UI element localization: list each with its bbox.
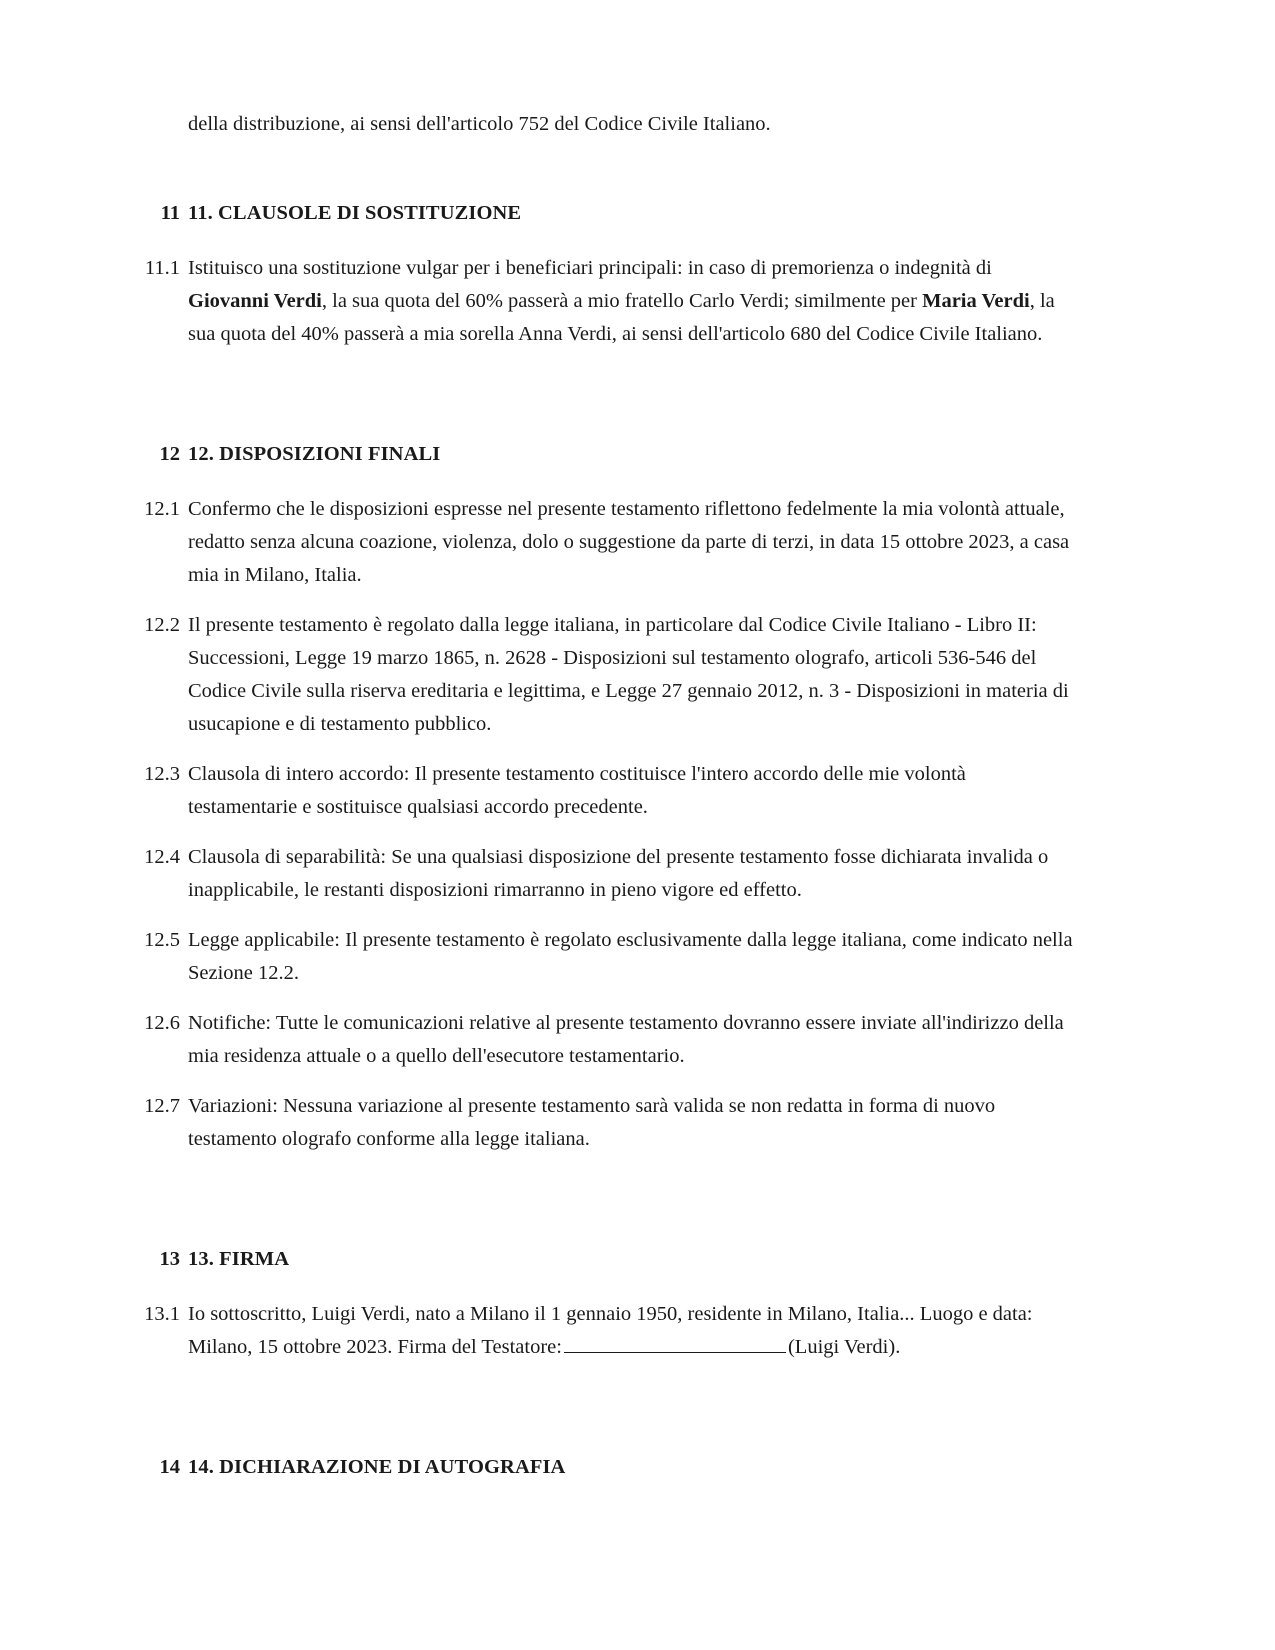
continued-paragraph-text: della distribuzione, ai sensi dell'articolo 752 del Codice Civile Italiano. [188, 113, 771, 135]
clause-number-11-1: 11.1 [144, 257, 180, 279]
clause-text-11-1 [188, 252, 1076, 351]
section-number-12: 12 [159, 443, 180, 465]
section-number-11: 11 [160, 202, 180, 224]
signature-clause-before: Io sottoscritto, Luigi Verdi, nato a Milano il 1 gennaio 1950, residente in Milano, Italia... Luogo e data: Milano, 15 ottobre 2023. Firma del Testatore: [188, 1303, 1033, 1358]
continued-paragraph [131, 108, 1076, 141]
text-run: Clausola di intero accordo: Il presente testamento costituisce l'intero accordo delle mie volontà testamentarie e sostituisce qualsiasi accordo precedente. [188, 763, 966, 818]
emphasised-name: Maria Verdi [922, 290, 1030, 312]
clause-11-1 [131, 252, 1076, 351]
clause-text-12-1 [188, 493, 1076, 592]
clause-text-12-3 [188, 758, 1076, 824]
clause-12-6 [131, 1007, 1076, 1073]
clause-number-12-1: 12.1 [144, 498, 180, 520]
text-run: , la sua quota del 40% passerà a mia sorella Anna Verdi, ai sensi dell'articolo 680 del Codice Civile Italiano. [188, 290, 1055, 345]
clause-12-5 [131, 924, 1076, 990]
spacer [131, 1173, 1075, 1243]
spacer [131, 230, 1075, 252]
clause-13-1 [131, 1298, 1076, 1364]
clause-number-12-4: 12.4 [144, 846, 180, 868]
clause-12-7 [131, 1090, 1076, 1156]
section-heading-13 [131, 1243, 1076, 1276]
section-title-12: 12. DISPOSIZIONI FINALI [188, 443, 441, 465]
section-number-13: 13 [159, 1248, 180, 1270]
text-run: Istituisco una sostituzione vulgar per i beneficiari principali: in caso di premorienza o indegnità di [188, 257, 992, 279]
clause-number-12-6: 12.6 [144, 1012, 180, 1034]
text-run: Legge applicabile: Il presente testamento è regolato esclusivamente dalla legge italiana, come indicato nella Sezione 12.2. [188, 929, 1073, 984]
clause-number-12-2: 12.2 [144, 614, 180, 636]
clause-12-3 [131, 758, 1076, 824]
spacer [131, 1381, 1075, 1451]
clause-text-12-6 [188, 1007, 1076, 1073]
text-run: Il presente testamento è regolato dalla legge italiana, in particolare dal Codice Civile Italiano - Libro II: Successioni, Legge 19 marzo 1865, n. 2628 - Disposizioni sul testamento olografo, articoli 536-546 del Codice Civile sulla riserva ereditaria e legittima, e Legge 27 gennaio 2012, n. 3 - Disposizioni in materia di usucapione e di testamento pubblico. [188, 614, 1069, 735]
text-run: Notifiche: Tutte le comunicazioni relative al presente testamento dovranno essere inviate all'indirizzo della mia residenza attuale o a quello dell'esecutore testamentario. [188, 1012, 1064, 1067]
section-heading-14 [131, 1451, 1076, 1484]
spacer [131, 141, 1075, 197]
spacer [131, 471, 1075, 493]
clause-number-13-1: 13.1 [144, 1303, 180, 1325]
section-title-11: 11. CLAUSOLE DI SOSTITUZIONE [188, 202, 522, 224]
text-run: Clausola di separabilità: Se una qualsiasi disposizione del presente testamento fosse dichiarata invalida o inapplicabile, le restanti disposizioni rimarranno in pieno vigore ed effetto. [188, 846, 1049, 901]
emphasised-name: Giovanni Verdi [188, 290, 322, 312]
clause-12-1 [131, 493, 1076, 592]
clause-text-13-1 [188, 1298, 1076, 1364]
spacer [131, 1276, 1075, 1298]
signature-clause-after: (Luigi Verdi). [787, 1336, 901, 1358]
clause-number-12-7: 12.7 [144, 1095, 180, 1117]
spacer [131, 368, 1075, 438]
clause-text-12-4 [188, 841, 1076, 907]
clause-12-4 [131, 841, 1076, 907]
text-run: Variazioni: Nessuna variazione al presente testamento sarà valida se non redatta in forma di nuovo testamento olografo conforme alla legge italiana. [188, 1095, 996, 1150]
text-run: Confermo che le disposizioni espresse nel presente testamento riflettono fedelmente la mia volontà attuale, redatto senza alcuna coazione, violenza, dolo o suggestione da parte di terzi, in data 15 ottobre 2023, a casa mia in Milano, Italia. [188, 498, 1070, 586]
clause-12-2 [131, 609, 1076, 741]
signature-line[interactable] [564, 1335, 786, 1353]
section-number-14: 14 [159, 1456, 180, 1478]
clause-text-12-5 [188, 924, 1076, 990]
section-heading-12 [131, 438, 1076, 471]
clause-text-12-2 [188, 609, 1076, 741]
section-heading-11 [131, 197, 1076, 230]
clause-text-12-7 [188, 1090, 1076, 1156]
clause-number-12-5: 12.5 [144, 929, 180, 951]
section-title-14: 14. DICHIARAZIONE DI AUTOGRAFIA [188, 1456, 566, 1478]
text-run: , la sua quota del 60% passerà a mio fratello Carlo Verdi; similmente per [321, 290, 923, 312]
section-title-13: 13. FIRMA [188, 1248, 290, 1270]
clause-number-12-3: 12.3 [144, 763, 180, 785]
